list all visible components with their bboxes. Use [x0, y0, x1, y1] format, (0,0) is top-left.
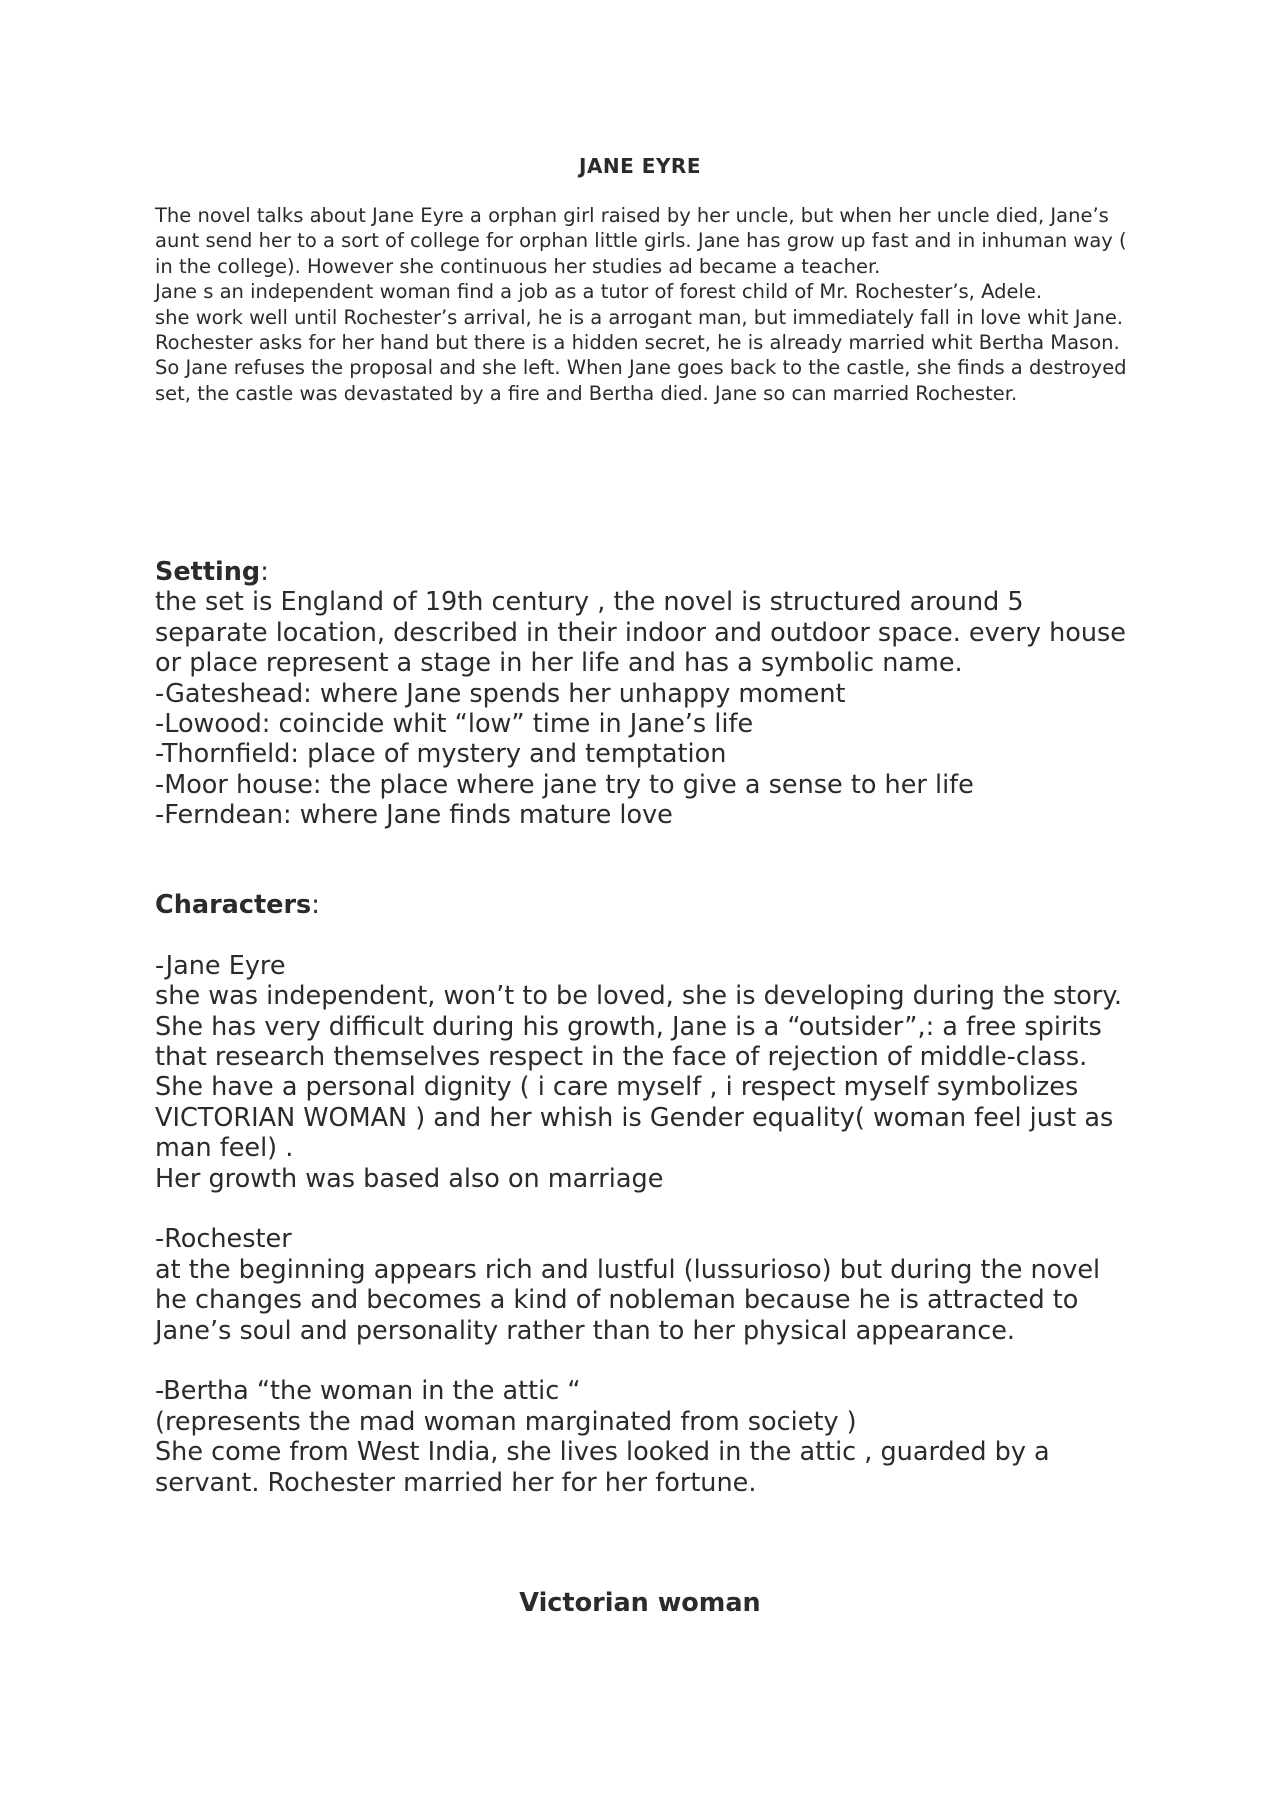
location-item: -Gateshead: where Jane spends her unhappy moment	[155, 678, 846, 709]
setting-heading-line	[155, 557, 1135, 587]
character-desc-jane: Her growth was based also on marriage	[155, 1163, 664, 1194]
spacer	[155, 1194, 1135, 1224]
characters-heading: Characters	[155, 890, 312, 920]
summary-paragraph: So Jane refuses the proposal and she left. When Jane goes back to the castle, she finds a destroyed set, the castle was devastated by a fire and Bertha died. Jane so can married Rochester.	[155, 356, 1127, 405]
setting-section	[155, 557, 1135, 831]
setting-heading: Setting	[155, 557, 261, 587]
character-desc-jane: She have a personal dignity ( i care myself , i respect myself symbolizes VICTORIAN WOMAN ) and her whish is Gender equality( woman feel just as man feel) .	[155, 1072, 1114, 1164]
location-item: -Moor house: the place where jane try to give a sense to her life	[155, 769, 974, 800]
characters-heading-colon: :	[311, 890, 320, 920]
character-note-bertha: (represents the mad woman marginated from society )	[155, 1406, 857, 1437]
characters-section	[155, 890, 1135, 1498]
summary-paragraph: she work well until Rochester’s arrival, he is a arrogant man, but immediately fall in love whit Jane.	[155, 305, 1124, 329]
character-desc-bertha: She come from West India, she lives looked in the attic , guarded by a servant. Rochester married her for her fortune.	[155, 1437, 1050, 1498]
summary-paragraph: Rochester asks for her hand but there is a hidden secret, he is already married whit Bertha Mason.	[155, 331, 1120, 355]
character-name-bertha: -Bertha “the woman in the attic “	[155, 1376, 581, 1407]
plot-summary	[155, 203, 1135, 406]
document-title: JANE EYRE	[579, 154, 701, 178]
summary-paragraph: Jane s an independent woman find a job as a tutor of forest child of Mr. Rochester’s, Adele.	[155, 280, 1043, 304]
character-name-rochester: -Rochester	[155, 1224, 292, 1255]
location-item: -Ferndean: where Jane finds mature love	[155, 800, 673, 831]
character-desc-rochester: at the beginning appears rich and lustful (lussurioso) but during the novel he changes and becomes a kind of nobleman because he is attracted to Jane’s soul and personality rather than to her physical appearance.	[155, 1254, 1101, 1346]
location-item: -Thornfield: place of mystery and temptation	[155, 739, 727, 770]
summary-paragraph: The novel talks about Jane Eyre a orphan girl raised by her uncle, but when her uncle died, Jane’s aunt send her to a sort of college for orphan little girls. Jane has grow up fast and in inhuman way ( in the college). However she continuous her studies ad became a teacher.	[155, 204, 1127, 278]
victorian-woman-heading: Victorian woman	[519, 1588, 761, 1618]
location-item: -Lowood: coincide whit “low” time in Jane’s life	[155, 709, 754, 740]
character-desc-jane: she was independent, won’t to be loved, she is developing during the story. She has very difficult during his growth, Jane is a “outsider”,: a free spirits that research themselves respect in the face of rejection of middle-class.	[155, 981, 1122, 1073]
setting-heading-colon: :	[260, 557, 269, 587]
characters-heading-line	[155, 890, 1135, 920]
spacer	[155, 920, 1135, 950]
spacer	[155, 1346, 1135, 1376]
character-name-jane: -Jane Eyre	[155, 950, 286, 981]
setting-intro: the set is England of 19th century , the novel is structured around 5 separate location, described in their indoor and outdoor space. every house or place represent a stage in her life and has a symbolic name.	[155, 587, 1126, 679]
